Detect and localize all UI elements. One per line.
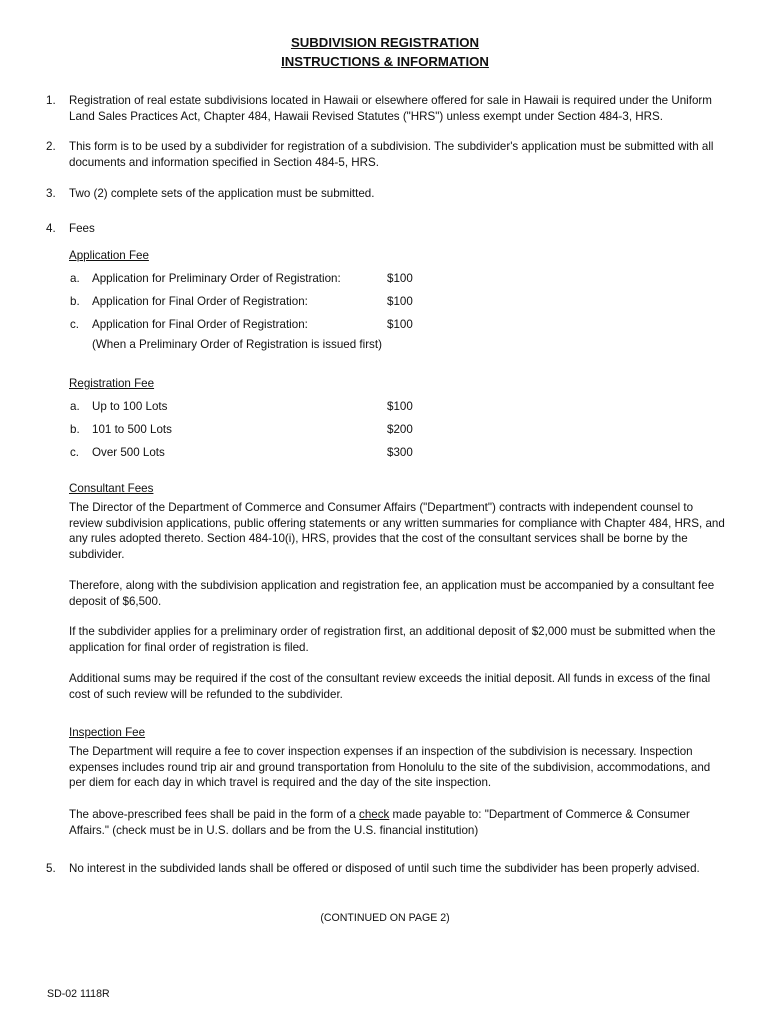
fee-label: Up to 100 Lots [92, 400, 168, 413]
fee-letter: c. [70, 318, 80, 331]
application-fee-row-a [0, 271, 770, 287]
registration-fee-heading: Registration Fee [69, 377, 155, 390]
inspection-fee-paragraph-1: The Department will require a fee to cover inspection expenses if an inspection of the subdivision is necessary. Inspection expenses includes round trip air and ground transportation from Honolulu to the site of the subdivision, accommodations, and per diem for each day in which travel is required and the day of the site inspection. [69, 745, 711, 789]
title-line-1: SUBDIVISION REGISTRATION [290, 35, 480, 50]
fee-label: Over 500 Lots [92, 446, 165, 459]
fee-amount: $200 [387, 423, 413, 436]
fee-letter: c. [70, 446, 80, 459]
continued-notice: (CONTINUED ON PAGE 2) [320, 912, 450, 924]
registration-fee-row-c [0, 445, 770, 461]
consultant-fees-paragraph-3: If the subdivider applies for a preliminary order of registration first, an additional deposit of $2,000 must be submitted when the application for final order of registration is filed. [69, 625, 716, 654]
fee-letter: a. [70, 400, 80, 413]
fee-amount: $100 [387, 295, 413, 308]
check-word: check [359, 808, 390, 821]
consultant-fees-heading: Consultant Fees [69, 482, 154, 495]
item-number: 5. [46, 862, 56, 875]
item-number: 4. [46, 222, 56, 235]
application-fee-row-b [0, 294, 770, 310]
fee-amount: $300 [387, 446, 413, 459]
payment-text-end: made payable to: "Department of Commerce & Consumer Affairs." (check must be in U.S. dollars and be from the U.S. financial institution) [69, 808, 690, 837]
consultant-fees-paragraph-1: The Director of the Department of Commerce and Consumer Affairs ("Department") contracts with independent counsel to review subdivision applications, public offering statements or any written summaries for compliance with Chapter 484, HRS, and any rules adopted thereto. Section 484-10(i), HRS, provides that the cost of the consultant services shall be borne by the subdivider. [69, 501, 725, 561]
fee-label: 101 to 500 Lots [92, 423, 172, 436]
fee-label: Application for Final Order of Registration: [92, 295, 308, 308]
application-fee-row-c [0, 317, 770, 333]
consultant-fees-paragraph-4: Additional sums may be required if the cost of the consultant review exceeds the initial deposit. All funds in excess of the final cost of such review will be refunded to the subdivider. [69, 672, 711, 701]
fee-letter: a. [70, 272, 80, 285]
item-number: 3. [46, 187, 56, 200]
fee-letter: b. [70, 295, 80, 308]
item-text: Registration of real estate subdivisions located in Hawaii or elsewhere offered for sale in Hawaii is required under the Uniform Land Sales Practices Act, Chapter 484, Hawaii Revised Statutes ("HRS") unless exempt under Section 484-3, HRS. [69, 94, 712, 123]
item-number: 1. [46, 94, 56, 107]
fee-amount: $100 [387, 318, 413, 331]
item-text: Two (2) complete sets of the application must be submitted. [69, 187, 375, 200]
fee-amount: $100 [387, 400, 413, 413]
fee-label: Application for Final Order of Registration: [92, 318, 308, 331]
fee-letter: b. [70, 423, 80, 436]
registration-fee-row-a [0, 399, 770, 415]
application-fee-note: (When a Preliminary Order of Registration is issued first) [92, 338, 382, 351]
inspection-fee-paragraph-2 [69, 807, 729, 838]
application-fee-heading: Application Fee [69, 249, 149, 262]
item-text: This form is to be used by a subdivider for registration of a subdivision. The subdivider's application must be submitted with all documents and information specified in Section 484-5, HRS. [69, 140, 714, 169]
inspection-fee-heading: Inspection Fee [69, 726, 146, 739]
fee-label: Application for Preliminary Order of Registration: [92, 272, 341, 285]
title-line-2: INSTRUCTIONS & INFORMATION [281, 54, 489, 69]
consultant-fees-paragraph-2: Therefore, along with the subdivision application and registration fee, an application must be accompanied by a consultant fee deposit of $6,500. [69, 579, 715, 608]
item-number: 2. [46, 140, 56, 153]
registration-fee-row-b [0, 422, 770, 438]
form-id: SD-02 1118R [47, 988, 110, 1000]
payment-text-start: The above-prescribed fees shall be paid in the form of a [69, 808, 360, 821]
fee-amount: $100 [387, 272, 413, 285]
item-text: Fees [69, 222, 95, 235]
item-text: No interest in the subdivided lands shall be offered or disposed of until such time the subdivider has been properly advised. [69, 862, 700, 875]
